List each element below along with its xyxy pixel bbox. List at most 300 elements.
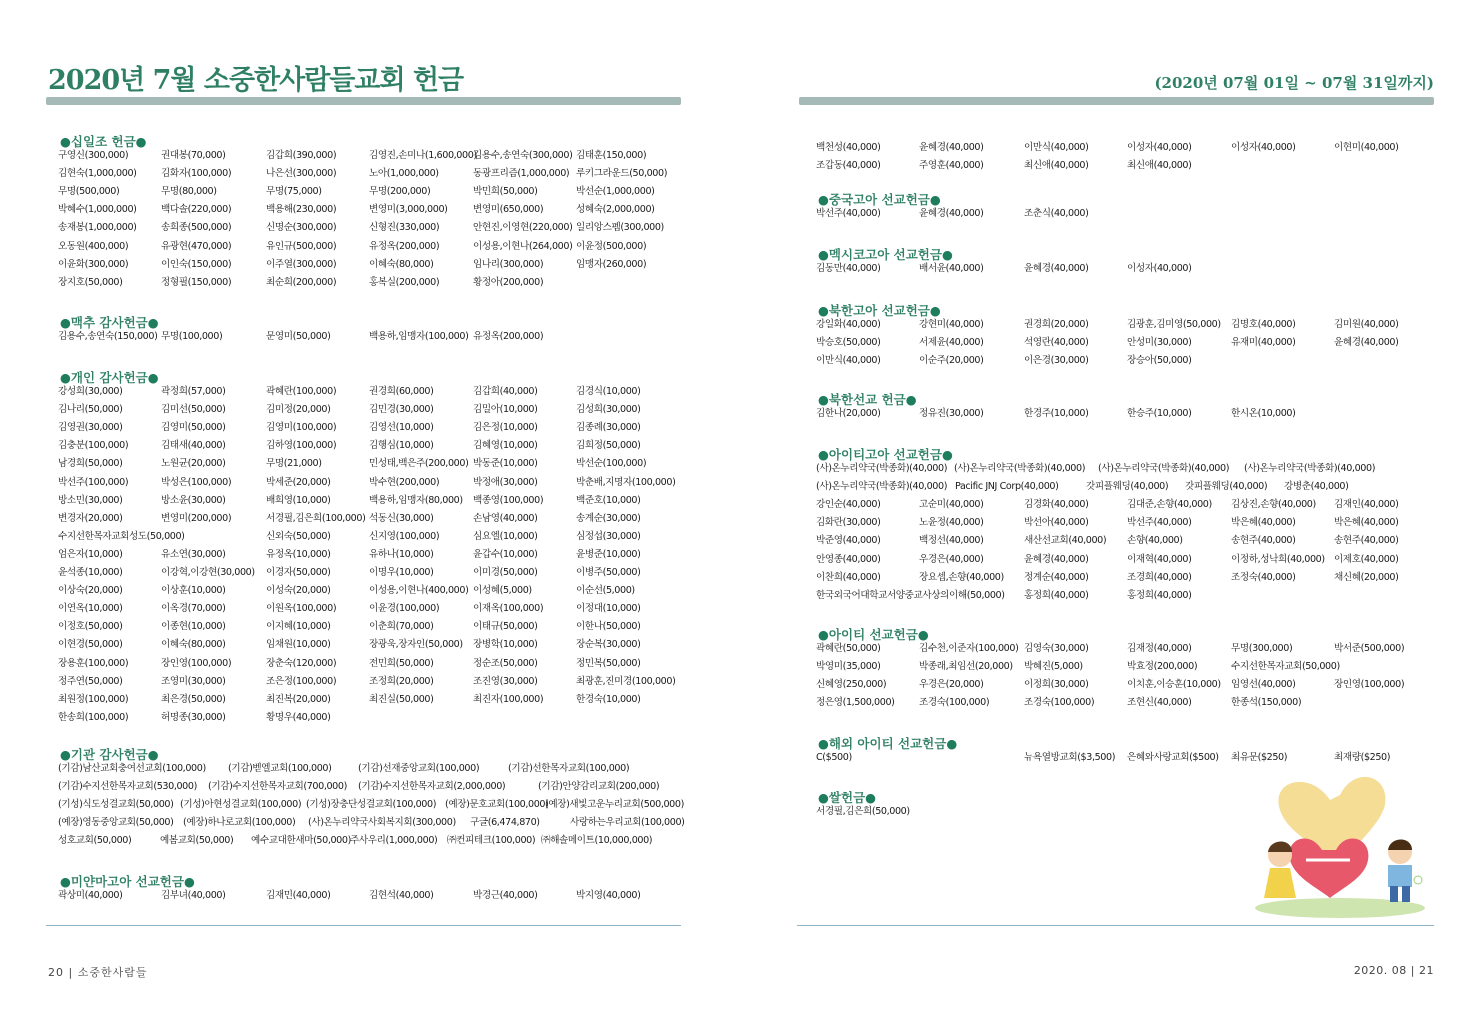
donor-entry: 이성자(40,000) <box>1231 142 1296 153</box>
donor-entry: 박은혜(40,000) <box>1334 517 1399 529</box>
donor-entry: 강현미(40,000) <box>919 319 984 330</box>
donor-entry: 이성용,이현나(264,000) <box>473 240 573 252</box>
donor-entry: 윤혜경(40,000) <box>1024 553 1089 565</box>
donor-entry: 한경숙(10,000) <box>576 693 641 705</box>
donor-entry: 김은정(10,000) <box>473 422 538 434</box>
donor-entry: 우경은(40,000) <box>919 553 984 565</box>
donor-entry: 김명호(40,000) <box>1231 319 1296 330</box>
section-title <box>60 872 195 890</box>
donor-entry: 황정아(200,000) <box>473 276 544 288</box>
donor-entry: 박준영(40,000) <box>816 535 881 547</box>
section-title-text: 미얀마고아 선교헌금 <box>70 874 184 889</box>
bullet-icon: ● <box>147 370 159 385</box>
donor-entry: 박은혜(40,000) <box>1231 517 1296 529</box>
donor-entry: 박승호(50,000) <box>816 337 881 349</box>
donor-entry: 이혜숙(80,000) <box>161 639 226 651</box>
donor-entry: 루키그라운드(50,000) <box>576 168 668 180</box>
bullet-icon: ● <box>929 192 941 207</box>
donor-entry: 윤혜경(40,000) <box>1334 337 1399 349</box>
donor-entry: 곽상미(40,000) <box>58 890 123 901</box>
donor-entry: 김나리(50,000) <box>58 404 123 416</box>
donor-entry: 이연옥(10,000) <box>58 603 123 615</box>
donor-entry: 장용훈(100,000) <box>58 657 129 669</box>
donor-entry: 이찬희(40,000) <box>816 571 881 583</box>
donor-entry: 장인영(100,000) <box>1334 679 1405 691</box>
donor-entry: 심정섭(30,000) <box>576 530 641 542</box>
donor-entry: 이성숙(20,000) <box>266 585 331 597</box>
donor-entry: 장광욱,장자인(50,000) <box>369 639 463 651</box>
donor-entry: 수지선한목자교회성도(50,000) <box>58 530 185 542</box>
section-title <box>818 390 917 408</box>
donor-entry: 이옥경(70,000) <box>161 603 226 615</box>
donor-entry: 이한나(50,000) <box>576 621 641 633</box>
donor-entry: 박경근(40,000) <box>473 890 538 901</box>
donor-entry: 김미선(50,000) <box>161 404 226 416</box>
donor-entry: 백종영(100,000) <box>473 494 544 506</box>
donor-entry: 조갑동(40,000) <box>816 160 881 172</box>
donor-entry: 변영미(650,000) <box>473 204 544 216</box>
donor-entry: 김영권(30,000) <box>58 422 123 434</box>
donor-entry: 김영미(100,000) <box>266 422 337 434</box>
donor-entry: 최은경(50,000) <box>161 693 226 705</box>
donor-entry: 한경주(10,000) <box>1024 408 1089 419</box>
donor-entry: 김경식(10,000) <box>576 386 641 397</box>
donor-entry: 서경필,김은희(100,000) <box>266 512 366 524</box>
donor-entry: 김종례(30,000) <box>576 422 641 434</box>
donor-entry: 배희영(10,000) <box>266 494 331 506</box>
donor-entry: 송현주(40,000) <box>1334 535 1399 547</box>
section-title <box>818 190 941 208</box>
donor-entry: 이병주(50,000) <box>576 567 641 578</box>
donor-entry: 안영종(40,000) <box>816 553 881 565</box>
donor-entry: (예장)하나로교회(100,000) <box>183 817 296 829</box>
bullet-icon: ● <box>183 874 195 889</box>
donor-entry: (예장)문호교회(100,000) <box>445 799 549 811</box>
section-title-text: 북한고아 선교헌금 <box>828 303 930 318</box>
donor-entry: 이정호(50,000) <box>58 621 123 633</box>
donor-entry: 엄은자(10,000) <box>58 548 123 560</box>
donor-entry: 이춘희(70,000) <box>369 621 434 633</box>
donor-entry: 변영미(200,000) <box>161 512 232 524</box>
donor-entry: 백용해(230,000) <box>266 204 337 216</box>
donor-entry: 유소연(30,000) <box>161 548 226 560</box>
donor-entry: 신혜영(250,000) <box>816 679 887 691</box>
donor-entry: 홍복실(200,000) <box>369 276 440 288</box>
donor-entry: 김현석(40,000) <box>369 890 434 901</box>
bullet-icon: ● <box>60 874 71 889</box>
donor-entry: 신명순(300,000) <box>266 222 337 234</box>
donor-entry: 조영미(30,000) <box>161 675 226 687</box>
donor-entry: 강성희(30,000) <box>58 386 123 397</box>
section-title <box>818 445 953 463</box>
donor-entry: (기감)선한목자교회(100,000) <box>508 763 630 774</box>
donor-entry: 우경은(20,000) <box>919 679 984 691</box>
donor-entry: 정계순(40,000) <box>1024 571 1089 583</box>
donor-entry: 박동준(10,000) <box>473 458 538 470</box>
donor-entry: 김광훈,김미영(50,000) <box>1127 319 1221 330</box>
donor-entry: 정은영(1,500,000) <box>816 697 895 709</box>
donor-entry: 안현진,이영현(220,000) <box>473 222 573 234</box>
donor-entry: C($500) <box>816 752 852 763</box>
donor-entry: 박선주(40,000) <box>816 208 881 219</box>
donor-entry: 정형필(150,000) <box>161 276 232 288</box>
donor-entry: 이명우(10,000) <box>369 567 434 578</box>
donor-entry: 박선주(100,000) <box>58 476 129 488</box>
donor-entry: ㈜컨피테크(100,000) <box>447 835 536 847</box>
bullet-icon: ● <box>60 315 71 330</box>
donor-entry: (사)온누리약국(박종화)(40,000) <box>816 463 948 474</box>
donor-entry: 성혜숙(2,000,000) <box>576 204 655 216</box>
donor-entry: 유인규(500,000) <box>266 240 337 252</box>
bullet-icon: ● <box>865 790 877 805</box>
donor-entry: 신형진(330,000) <box>369 222 440 234</box>
bullet-icon: ● <box>818 303 829 318</box>
donor-entry: 주영훈(40,000) <box>919 160 984 172</box>
donor-entry: 김재정(40,000) <box>1127 643 1192 654</box>
donor-entry: 무명(300,000) <box>1231 643 1293 654</box>
donor-entry: 전민희(50,000) <box>369 657 434 669</box>
donor-entry: 유정옥(200,000) <box>369 240 440 252</box>
section-title <box>818 245 953 263</box>
donor-entry: 이상훈(10,000) <box>161 585 226 597</box>
donor-entry: 문영미(50,000) <box>266 331 331 342</box>
bottom-line-left <box>46 925 681 926</box>
donor-entry: 사랑하는우리교회(100,000) <box>570 817 685 829</box>
donor-entry: 조경희(40,000) <box>1127 571 1192 583</box>
donor-entry: 이강혁,이강현(30,000) <box>161 567 255 578</box>
donor-entry: 유하나(10,000) <box>369 548 434 560</box>
donor-entry: (기감)남산교회충여선교회(100,000) <box>58 763 206 774</box>
donor-entry: 이인숙(150,000) <box>161 258 232 270</box>
donor-entry: 홍정희(40,000) <box>1127 589 1192 601</box>
section-title-text: 개인 감사헌금 <box>70 370 148 385</box>
donor-entry: 방소윤(30,000) <box>161 494 226 506</box>
donor-entry: 주사우리(1,000,000) <box>350 835 438 847</box>
donor-entry: 장지호(50,000) <box>58 276 123 288</box>
donor-entry: 이재옥(100,000) <box>473 603 544 615</box>
date-range: (2020년 07월 01일 ~ 07월 31일까지) <box>1154 74 1434 92</box>
donor-entry: 최원정(100,000) <box>58 693 129 705</box>
donor-entry: 노원균(20,000) <box>161 458 226 470</box>
section-title-text: 아이티고아 선교헌금 <box>828 447 942 462</box>
donor-entry: 갓피플웨딩(40,000) <box>1086 481 1169 493</box>
footer-left: 20 | 소중한사람들 <box>48 966 148 979</box>
bullet-icon: ● <box>941 447 953 462</box>
donor-entry: 변경자(20,000) <box>58 512 123 524</box>
donor-entry: 이미경(50,000) <box>473 567 538 578</box>
donor-entry: 이은경(30,000) <box>1024 355 1089 367</box>
donor-entry: 강일화(40,000) <box>816 319 881 330</box>
donor-entry: 뉴욕열방교회($3,500) <box>1024 752 1116 763</box>
donor-entry: 노윤정(40,000) <box>919 517 984 529</box>
donor-entry: 송현주(40,000) <box>1231 535 1296 547</box>
donor-entry: 일리앙스펨(300,000) <box>576 222 664 234</box>
donor-entry: 최신애(40,000) <box>1127 160 1192 172</box>
donor-entry: 조경숙(100,000) <box>1024 697 1095 709</box>
children-heart-illustration <box>1240 760 1440 920</box>
donor-entry: 박성은(100,000) <box>161 476 232 488</box>
donor-entry: 강병춘(40,000) <box>1284 481 1349 493</box>
donor-entry: 김희정(50,000) <box>576 440 641 452</box>
donor-entry: 최유문($250) <box>1231 752 1288 763</box>
footer-right: 2020. 08 | 21 <box>1353 964 1434 977</box>
donor-entry: (사)온누리약국(박종화)(40,000) <box>954 463 1086 474</box>
donor-entry: 김혜영(10,000) <box>473 440 538 452</box>
donor-entry: 이만식(40,000) <box>816 355 881 367</box>
donor-entry: 백준호(10,000) <box>576 494 641 506</box>
donor-entry: 유광현(470,000) <box>161 240 232 252</box>
donor-entry: 이치훈,이승훈(10,000) <box>1127 679 1221 691</box>
donor-entry: 권경희(20,000) <box>1024 319 1089 330</box>
donor-entry: 윤혜경(40,000) <box>1024 263 1089 274</box>
donor-entry: 박혜진(5,000) <box>1024 661 1083 673</box>
section-title <box>60 745 159 763</box>
donor-entry: 이만식(40,000) <box>1024 142 1089 153</box>
section-title <box>818 734 957 752</box>
donor-entry: 정유진(30,000) <box>919 408 984 419</box>
donor-entry: 홍정희(40,000) <box>1024 589 1089 601</box>
donor-entry: 최진실(50,000) <box>369 693 434 705</box>
donor-entry: 김한나(20,000) <box>816 408 881 419</box>
donor-entry: (사)온누리약국(박종화)(40,000) <box>816 481 948 493</box>
donor-entry: 강인순(40,000) <box>816 499 881 511</box>
donor-entry: 은혜와사랑교회($500) <box>1127 752 1219 763</box>
bullet-icon: ● <box>818 247 829 262</box>
donor-entry: 박선순(1,000,000) <box>576 186 655 198</box>
donor-entry: 이윤경(100,000) <box>369 603 440 615</box>
donor-entry: Pacific JNJ Corp(40,000) <box>955 481 1059 493</box>
bullet-icon: ● <box>135 134 147 149</box>
donor-entry: 장인영(100,000) <box>161 657 232 669</box>
donor-entry: 조진영(30,000) <box>473 675 538 687</box>
donor-entry: 이재혁(40,000) <box>1127 553 1192 565</box>
donor-entry: 김미정(20,000) <box>266 404 331 416</box>
donor-entry: 채신혜(20,000) <box>1334 571 1399 583</box>
donor-entry: 윤병준(10,000) <box>576 548 641 560</box>
donor-entry: 무명(75,000) <box>266 186 322 198</box>
donor-entry: 유재미(40,000) <box>1231 337 1296 349</box>
bullet-icon: ● <box>60 134 71 149</box>
donor-entry: 박혜수(1,000,000) <box>58 204 137 216</box>
donor-entry: 최순희(200,000) <box>266 276 337 288</box>
donor-entry: 이성용,이현나(400,000) <box>369 585 469 597</box>
donor-entry: 임맹자(260,000) <box>576 258 647 270</box>
bullet-icon: ● <box>929 303 941 318</box>
donor-entry: 정순조(50,000) <box>473 657 538 669</box>
donor-entry: 예봄교회(50,000) <box>160 835 234 847</box>
donor-entry: 수지선한목자교회(50,000) <box>1231 661 1340 673</box>
donor-entry: 정민복(50,000) <box>576 657 641 669</box>
header-bar-right <box>799 97 1434 105</box>
donor-entry: 조현신(40,000) <box>1127 697 1192 709</box>
donor-entry: (사)온누리약국사회복지회(300,000) <box>308 817 456 829</box>
bullet-icon: ● <box>147 747 159 762</box>
donor-entry: 김행심(10,000) <box>369 440 434 452</box>
bullet-icon: ● <box>60 747 71 762</box>
section-title <box>818 625 929 643</box>
donor-entry: 남경희(50,000) <box>58 458 123 470</box>
donor-entry: 성호교회(50,000) <box>58 835 132 847</box>
donor-entry: 장병학(10,000) <box>473 639 538 651</box>
bullet-icon: ● <box>946 736 958 751</box>
donor-entry: 장순복(30,000) <box>576 639 641 651</box>
donor-entry: 김밀아(10,000) <box>473 404 538 416</box>
bullet-icon: ● <box>905 392 917 407</box>
donor-entry: 구영신(300,000) <box>58 150 129 161</box>
donor-entry: 이지혜(10,000) <box>266 621 331 633</box>
section-title-text: 십일조 헌금 <box>70 134 136 149</box>
donor-entry: 곽혜란(50,000) <box>816 643 881 654</box>
donor-entry: 이성혜(5,000) <box>473 585 532 597</box>
donor-entry: 김태새(40,000) <box>161 440 226 452</box>
donor-entry: (기성)아현성결교회(100,000) <box>180 799 302 811</box>
donor-entry: 김대준,손향(40,000) <box>1127 499 1212 511</box>
donor-entry: 이태규(50,000) <box>473 621 538 633</box>
donor-entry: 안성미(30,000) <box>1127 337 1192 349</box>
donor-entry: 김화란(30,000) <box>816 517 881 529</box>
donor-entry: 김갑희(390,000) <box>266 150 337 161</box>
bullet-icon: ● <box>941 247 953 262</box>
donor-entry: 이경자(50,000) <box>266 567 331 578</box>
donor-entry: 한승주(10,000) <box>1127 408 1192 419</box>
donor-entry: 이현미(40,000) <box>1334 142 1399 153</box>
donor-entry: 손남영(40,000) <box>473 512 538 524</box>
donor-entry: 이정하,성낙희(40,000) <box>1231 553 1325 565</box>
donor-entry: 김재인(40,000) <box>1334 499 1399 511</box>
donor-entry: 권경희(60,000) <box>369 386 434 397</box>
donor-entry: (사)온누리약국(박종화)(40,000) <box>1098 463 1230 474</box>
donor-entry: 장춘숙(120,000) <box>266 657 337 669</box>
donor-entry: 유정옥(10,000) <box>266 548 331 560</box>
donor-entry: 최재량($250) <box>1334 752 1391 763</box>
donor-entry: ㈜해솔메이트(10,000,000) <box>541 835 653 847</box>
section-title-text: 북한선교 헌금 <box>828 392 906 407</box>
donor-entry: 황명우(40,000) <box>266 711 331 723</box>
donor-entry: 박선아(40,000) <box>1024 517 1089 529</box>
donor-entry: 박선순(100,000) <box>576 458 647 470</box>
donor-entry: 윤혜경(40,000) <box>919 142 984 153</box>
donor-entry: 이성자(40,000) <box>1127 142 1192 153</box>
donor-entry: (기성)식도성결교회(50,000) <box>58 799 174 811</box>
donor-entry: 변영미(3,000,000) <box>369 204 448 216</box>
section-title <box>818 788 876 806</box>
donor-entry: 김용수,송연숙(300,000) <box>473 150 573 161</box>
donor-entry: 백용하,임맹자(80,000) <box>369 494 463 506</box>
bullet-icon: ● <box>818 192 829 207</box>
page-title: 2020년 7월 소중한사람들교회 헌금 <box>48 65 464 96</box>
donor-entry: (기성)장충단성결교회(100,000) <box>306 799 437 811</box>
donor-entry: 윤갑수(10,000) <box>473 548 538 560</box>
donor-entry: 서제윤(40,000) <box>919 337 984 349</box>
donor-entry: 이윤화(300,000) <box>58 258 129 270</box>
donor-entry: 임영선(40,000) <box>1231 679 1296 691</box>
donor-entry: 김영진,손미나(1,600,000) <box>369 150 477 161</box>
donor-entry: 신지영(100,000) <box>369 530 440 542</box>
section-title-text: 멕시코고아 선교헌금 <box>828 247 942 262</box>
donor-entry: 박선주(40,000) <box>1127 517 1192 529</box>
donor-entry: 이종현(10,000) <box>161 621 226 633</box>
donor-entry: 이현경(50,000) <box>58 639 123 651</box>
donor-entry: 이순선(5,000) <box>576 585 635 597</box>
donor-entry: 무명(200,000) <box>369 186 431 198</box>
donor-entry: 조경숙(100,000) <box>919 697 990 709</box>
donor-entry: 김수천,이준자(100,000) <box>919 643 1019 654</box>
donor-entry: 김영선(10,000) <box>369 422 434 434</box>
donor-entry: 김영숙(30,000) <box>1024 643 1089 654</box>
donor-entry: 임채원(10,000) <box>266 639 331 651</box>
section-title <box>60 368 159 386</box>
donor-entry: 무명(80,000) <box>161 186 217 198</box>
donor-entry: 무명(100,000) <box>161 331 223 342</box>
donor-entry: 백다솔(220,000) <box>161 204 232 216</box>
bullet-icon: ● <box>147 315 159 330</box>
donor-entry: 김갑희(40,000) <box>473 386 538 397</box>
donor-entry: 조정숙(40,000) <box>1231 571 1296 583</box>
donor-entry: 방소민(30,000) <box>58 494 123 506</box>
donor-entry: 한송희(100,000) <box>58 711 129 723</box>
donor-entry: 곽혜란(100,000) <box>266 386 337 397</box>
donor-entry: 이주열(300,000) <box>266 258 337 270</box>
donor-entry: 무명(21,000) <box>266 458 322 470</box>
donor-entry: 최신애(40,000) <box>1024 160 1089 172</box>
donor-entry: 윤혜경(40,000) <box>919 208 984 219</box>
donor-entry: 손향(40,000) <box>1127 535 1183 547</box>
donor-entry: 허명종(30,000) <box>161 711 226 723</box>
donor-entry: 정주연(50,000) <box>58 675 123 687</box>
donor-entry: 김하영(100,000) <box>266 440 337 452</box>
donor-entry: 임나리(300,000) <box>473 258 544 270</box>
donor-entry: 이상숙(20,000) <box>58 585 123 597</box>
donor-entry: 김경화(40,000) <box>1024 499 1089 511</box>
donor-entry: 조은정(100,000) <box>266 675 337 687</box>
donor-entry: 김상진,손향(40,000) <box>1231 499 1316 511</box>
donor-entry: (기감)수지선한목자교회(2,000,000) <box>358 781 506 793</box>
donor-entry: 고순미(40,000) <box>919 499 984 511</box>
section-title-text: 해외 아이티 선교헌금 <box>828 736 947 751</box>
donor-entry: 석영란(40,000) <box>1024 337 1089 349</box>
donor-entry: 박종래,최임선(20,000) <box>919 661 1013 673</box>
bullet-icon: ● <box>818 392 829 407</box>
donor-entry: 이혜숙(80,000) <box>369 258 434 270</box>
donor-entry: 이정대(10,000) <box>576 603 641 615</box>
bullet-icon: ● <box>818 736 829 751</box>
donor-entry: 장요셉,손향(40,000) <box>919 571 1004 583</box>
donor-entry: (예장)영동중앙교회(50,000) <box>58 817 174 829</box>
donor-entry: 김화자(100,000) <box>161 168 232 180</box>
donor-entry: 김태훈(150,000) <box>576 150 647 161</box>
donor-entry: 예수교대한새마(50,000) <box>251 835 351 847</box>
donor-entry: 박정애(30,000) <box>473 476 538 488</box>
donor-entry: 박민희(50,000) <box>473 186 538 198</box>
donor-entry: 이정희(30,000) <box>1024 679 1089 691</box>
donor-entry: 조정희(20,000) <box>369 675 434 687</box>
donor-entry: 한시온(10,000) <box>1231 408 1296 419</box>
section-title <box>818 301 941 319</box>
donor-entry: 송희종(500,000) <box>161 222 232 234</box>
donor-entry: 박영미(35,000) <box>816 661 881 673</box>
donor-entry: 김재민(40,000) <box>266 890 331 901</box>
donor-entry: 박수현(200,000) <box>369 476 440 488</box>
donor-entry: 심요엘(10,000) <box>473 530 538 542</box>
donor-entry: 이원옥(100,000) <box>266 603 337 615</box>
donor-entry: 박춘배,지명자(100,000) <box>576 476 676 488</box>
donor-entry: 이제호(40,000) <box>1334 553 1399 565</box>
bullet-icon: ● <box>917 627 929 642</box>
donor-entry: 노아(1,000,000) <box>369 168 439 180</box>
donor-entry: 한국외국어대학교서양중교사상의이해(50,000) <box>816 589 1005 601</box>
header-bar-left <box>46 97 681 105</box>
donor-entry: 갓피플웨딩(40,000) <box>1185 481 1268 493</box>
